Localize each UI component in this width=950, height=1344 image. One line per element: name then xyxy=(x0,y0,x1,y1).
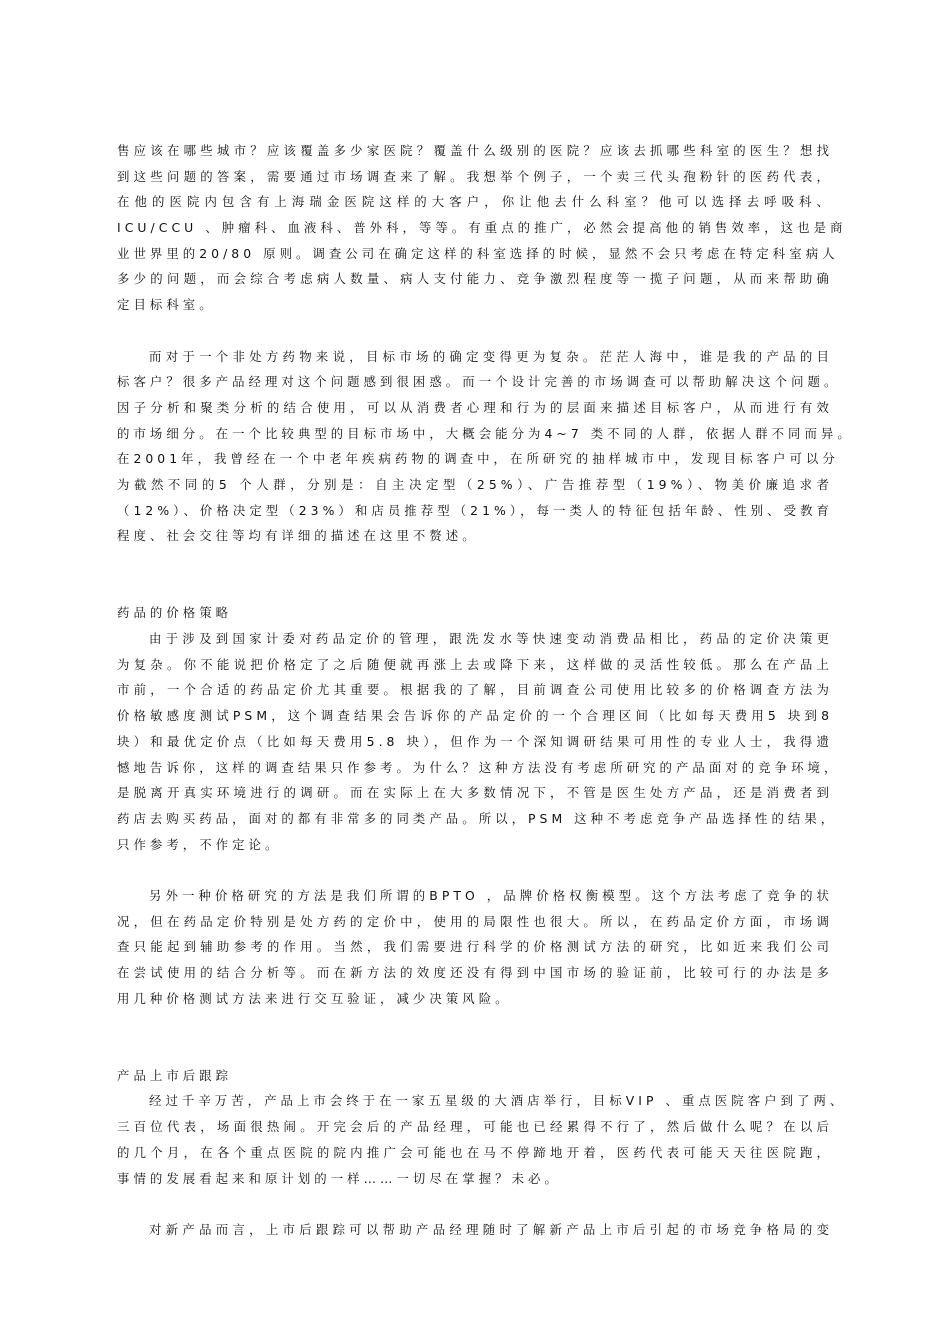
paragraph-launch-event xyxy=(117,1088,847,1191)
section-heading-post-launch: 产品上市后跟踪 xyxy=(117,1067,233,1083)
section-heading-pricing: 药品的价格策略 xyxy=(117,605,233,621)
text-line: 业世界里的20/80 原则。调查公司在确定这样的科室选择的时候，显然不会只考虑在特定科室病人 xyxy=(117,245,839,261)
text-line: （12%）、价格决定型（23%）和店员推荐型（21%），每一类人的特征包括年龄、性别、受教育 xyxy=(117,502,833,518)
text-line: 是脱离开真实环境进行的调研。而在实际上在大多数情况下，不管是医生处方产品，还是消费者到 xyxy=(117,785,833,801)
text-line: 市前，一个合适的药品定价尤其重要。根据我的了解，目前调查公司使用比较多的价格调查方法为 xyxy=(117,682,833,698)
text-line: 经过千辛万苦，产品上市会终于在一家五星级的大酒店举行，目标VIP 、重点医院客户到了两、 xyxy=(149,1093,847,1109)
text-line: 用几种价格测试方法来进行交互验证，减少决策风险。 xyxy=(117,990,512,1006)
text-line: 只作参考，不作定论。 xyxy=(117,836,282,852)
text-line: 憾地告诉你，这样的调查结果只作参考。为什么？这种方法没有考虑所研究的产品面对的竞争环境， xyxy=(117,759,841,775)
text-line: ICU/CCU 、肿瘤科、血液科、普外科，等等。有重点的推广，必然会提高他的销售效率，这也是商 xyxy=(117,220,847,236)
text-line: 查只能起到辅助参考的作用。当然，我们需要进行科学的价格测试方法的研究，比如近来我们公司 xyxy=(117,939,833,955)
text-line: 价格敏感度测试PSM，这个调查结果会告诉你的产品定价的一个合理区间（比如每天费用5 块到8 xyxy=(117,708,833,724)
text-line: 定目标科室。 xyxy=(117,297,216,313)
text-line: 因子分析和聚类分析的结合使用，可以从消费者心理和行为的层面来描述目标客户，从而进行有效 xyxy=(117,399,833,415)
text-line: 另外一种价格研究的方法是我们所谓的BPTO ，品牌价格权衡模型。这个方法考虑了竞争的状 xyxy=(149,887,833,903)
text-line: 药店去购买药品，面对的都有非常多的同类产品。所以，PSM 这种不考虑竞争产品选择性的结果， xyxy=(117,810,838,826)
text-line: 多少的问题，而会综合考虑病人数量、病人支付能力、竞争激烈程度等一揽子问题，从而来帮助确 xyxy=(117,271,833,287)
paragraph-target-departments xyxy=(117,138,847,318)
paragraph-pricing-psm xyxy=(117,626,841,857)
section-spacer xyxy=(117,1011,833,1062)
paragraph-spacer xyxy=(117,318,833,344)
text-line: 而对于一个非处方药物来说，目标市场的确定变得更为复杂。茫茫人海中，谁是我的产品的目 xyxy=(149,348,833,364)
paragraph-post-launch-tracking xyxy=(117,1217,833,1243)
paragraph-spacer xyxy=(117,857,833,883)
text-line: 售应该在哪些城市？应该覆盖多少家医院？覆盖什么级别的医院？应该去抓哪些科室的医生？想找 xyxy=(117,143,833,158)
text-line: 为截然不同的5 个人群，分别是：自主决定型（25%）、广告推荐型（19%）、物美价廉追求者 xyxy=(117,476,833,492)
text-line: 到这些问题的答案，需要通过市场调查来了解。我想举个例子，一个卖三代头孢粉针的医药代表， xyxy=(117,168,833,184)
text-line: 在他的医院内包含有上海瑞金医院这样的大客户，你让他去什么科室？他可以选择去呼吸科、 xyxy=(117,194,833,210)
text-line: 的几个月，在各个重点医院的院内推广会可能也在马不停蹄地开着，医药代表可能天天往医院跑， xyxy=(117,1144,833,1160)
text-line: 由于涉及到国家计委对药品定价的管理，跟洗发水等快速变动消费品相比，药品的定价决策更 xyxy=(149,631,833,647)
text-line: 事情的发展看起来和原计划的一样……一切尽在掌握？未必。 xyxy=(117,1170,561,1186)
paragraph-spacer xyxy=(117,1191,833,1217)
text-line: 程度、社会交往等均有详细的描述在这里不赘述。 xyxy=(117,528,479,544)
text-line: 标客户？很多产品经理对这个问题感到很困惑。而一个设计完善的市场调查可以帮助解决这个问题。 xyxy=(117,374,841,390)
text-line: 块）和最优定价点（比如每天费用5.8 块），但作为一个深知调研结果可用性的专业人士，我得遗 xyxy=(117,733,833,749)
text-line: 在尝试使用的结合分析等。而在新方法的效度还没有得到中国市场的验证前，比较可行的办法是多 xyxy=(117,965,833,981)
text-line: 况，但在药品定价特别是处方药的定价中，使用的局限性也很大。所以，在药品定价方面，市场调 xyxy=(117,913,833,929)
text-line: 在2001年，我曾经在一个中老年疾病药物的调查中，在所研究的抽样城市中，发现目标客户可以分 xyxy=(117,451,839,467)
document-body xyxy=(117,138,854,1243)
text-line: 三百位代表，场面很热闹。开完会后的产品经理，可能也已经累得不行了，然后做什么呢？在以后 xyxy=(117,1119,833,1135)
text-line: 为复杂。你不能说把价格定了之后随便就再涨上去或降下来，这样做的灵活性较低。那么在产品上 xyxy=(117,656,833,672)
text-line: 对新产品而言，上市后跟踪可以帮助产品经理随时了解新产品上市后引起的市场竞争格局的变 xyxy=(149,1221,833,1237)
text-line: 的市场细分。在一个比较典型的目标市场中，大概会能分为4~7 类不同的人群，依据人群不同而异。 xyxy=(117,425,854,441)
section-spacer xyxy=(117,549,833,600)
paragraph-pricing-bpto xyxy=(117,883,833,1011)
paragraph-otc-target-market xyxy=(117,344,854,550)
